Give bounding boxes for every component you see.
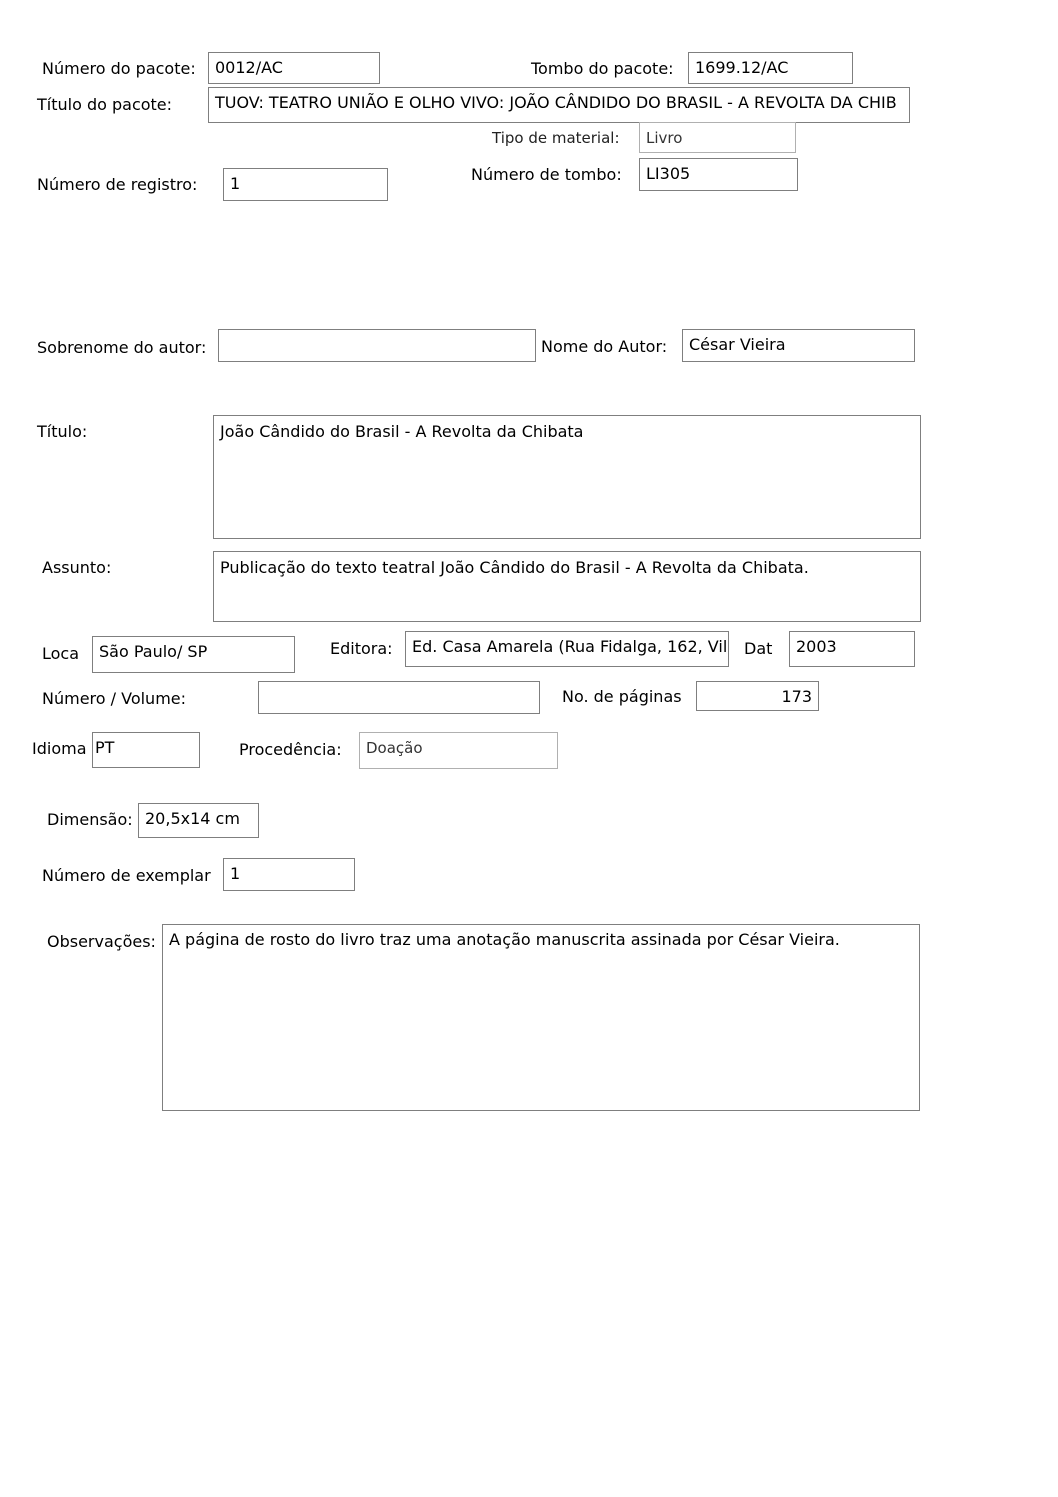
tombo-number-label: Número de tombo: [471,165,622,184]
package-title-field[interactable]: TUOV: TEATRO UNIÃO E OLHO VIVO: JOÃO CÂNDIDO DO BRASIL - A REVOLTA DA CHIB [208,87,910,123]
package-number-field[interactable]: 0012/AC [208,52,380,84]
location-field[interactable]: São Paulo/ SP [92,636,295,673]
language-label: Idioma [32,739,87,758]
date-field[interactable]: 2003 [789,631,915,667]
author-name-label: Nome do Autor: [541,337,668,356]
registration-number-label: Número de registro: [37,175,198,194]
package-tombo-label: Tombo do pacote: [531,59,674,78]
copy-number-label: Número de exemplar [42,866,211,885]
registration-number-field[interactable]: 1 [223,168,388,201]
tombo-number-field[interactable]: LI305 [639,158,798,191]
author-surname-label: Sobrenome do autor: [37,338,207,357]
subject-label: Assunto: [42,558,112,577]
material-type-label: Tipo de material: [492,129,620,147]
observations-label: Observações: [47,932,156,951]
origin-field[interactable]: Doação [359,732,558,769]
pages-label: No. de páginas [562,687,682,706]
subject-field[interactable]: Publicação do texto teatral João Cândido do Brasil - A Revolta da Chibata. [213,551,921,622]
author-name-field[interactable]: César Vieira [682,329,915,362]
author-surname-field[interactable] [218,329,536,362]
dimension-field[interactable]: 20,5x14 cm [138,803,259,838]
observations-field[interactable]: A página de rosto do livro traz uma anotação manuscrita assinada por César Vieira. [162,924,920,1111]
language-field[interactable]: PT [92,732,200,768]
package-number-label: Número do pacote: [42,59,196,78]
origin-label: Procedência: [239,740,342,759]
material-type-field[interactable]: Livro [639,122,796,153]
publisher-field[interactable]: Ed. Casa Amarela (Rua Fidalga, 162, Vil [405,631,729,667]
pages-field[interactable]: 173 [696,681,819,711]
location-label: Loca [42,644,80,663]
package-tombo-field[interactable]: 1699.12/AC [688,52,853,84]
volume-label: Número / Volume: [42,689,187,708]
title-label: Título: [37,422,88,441]
date-label: Dat [744,639,773,658]
publisher-label: Editora: [330,639,393,658]
title-field[interactable]: João Cândido do Brasil - A Revolta da Chibata [213,415,921,539]
package-title-label: Título do pacote: [37,95,173,114]
dimension-label: Dimensão: [47,810,133,829]
volume-field[interactable] [258,681,540,714]
copy-number-field[interactable]: 1 [223,858,355,891]
